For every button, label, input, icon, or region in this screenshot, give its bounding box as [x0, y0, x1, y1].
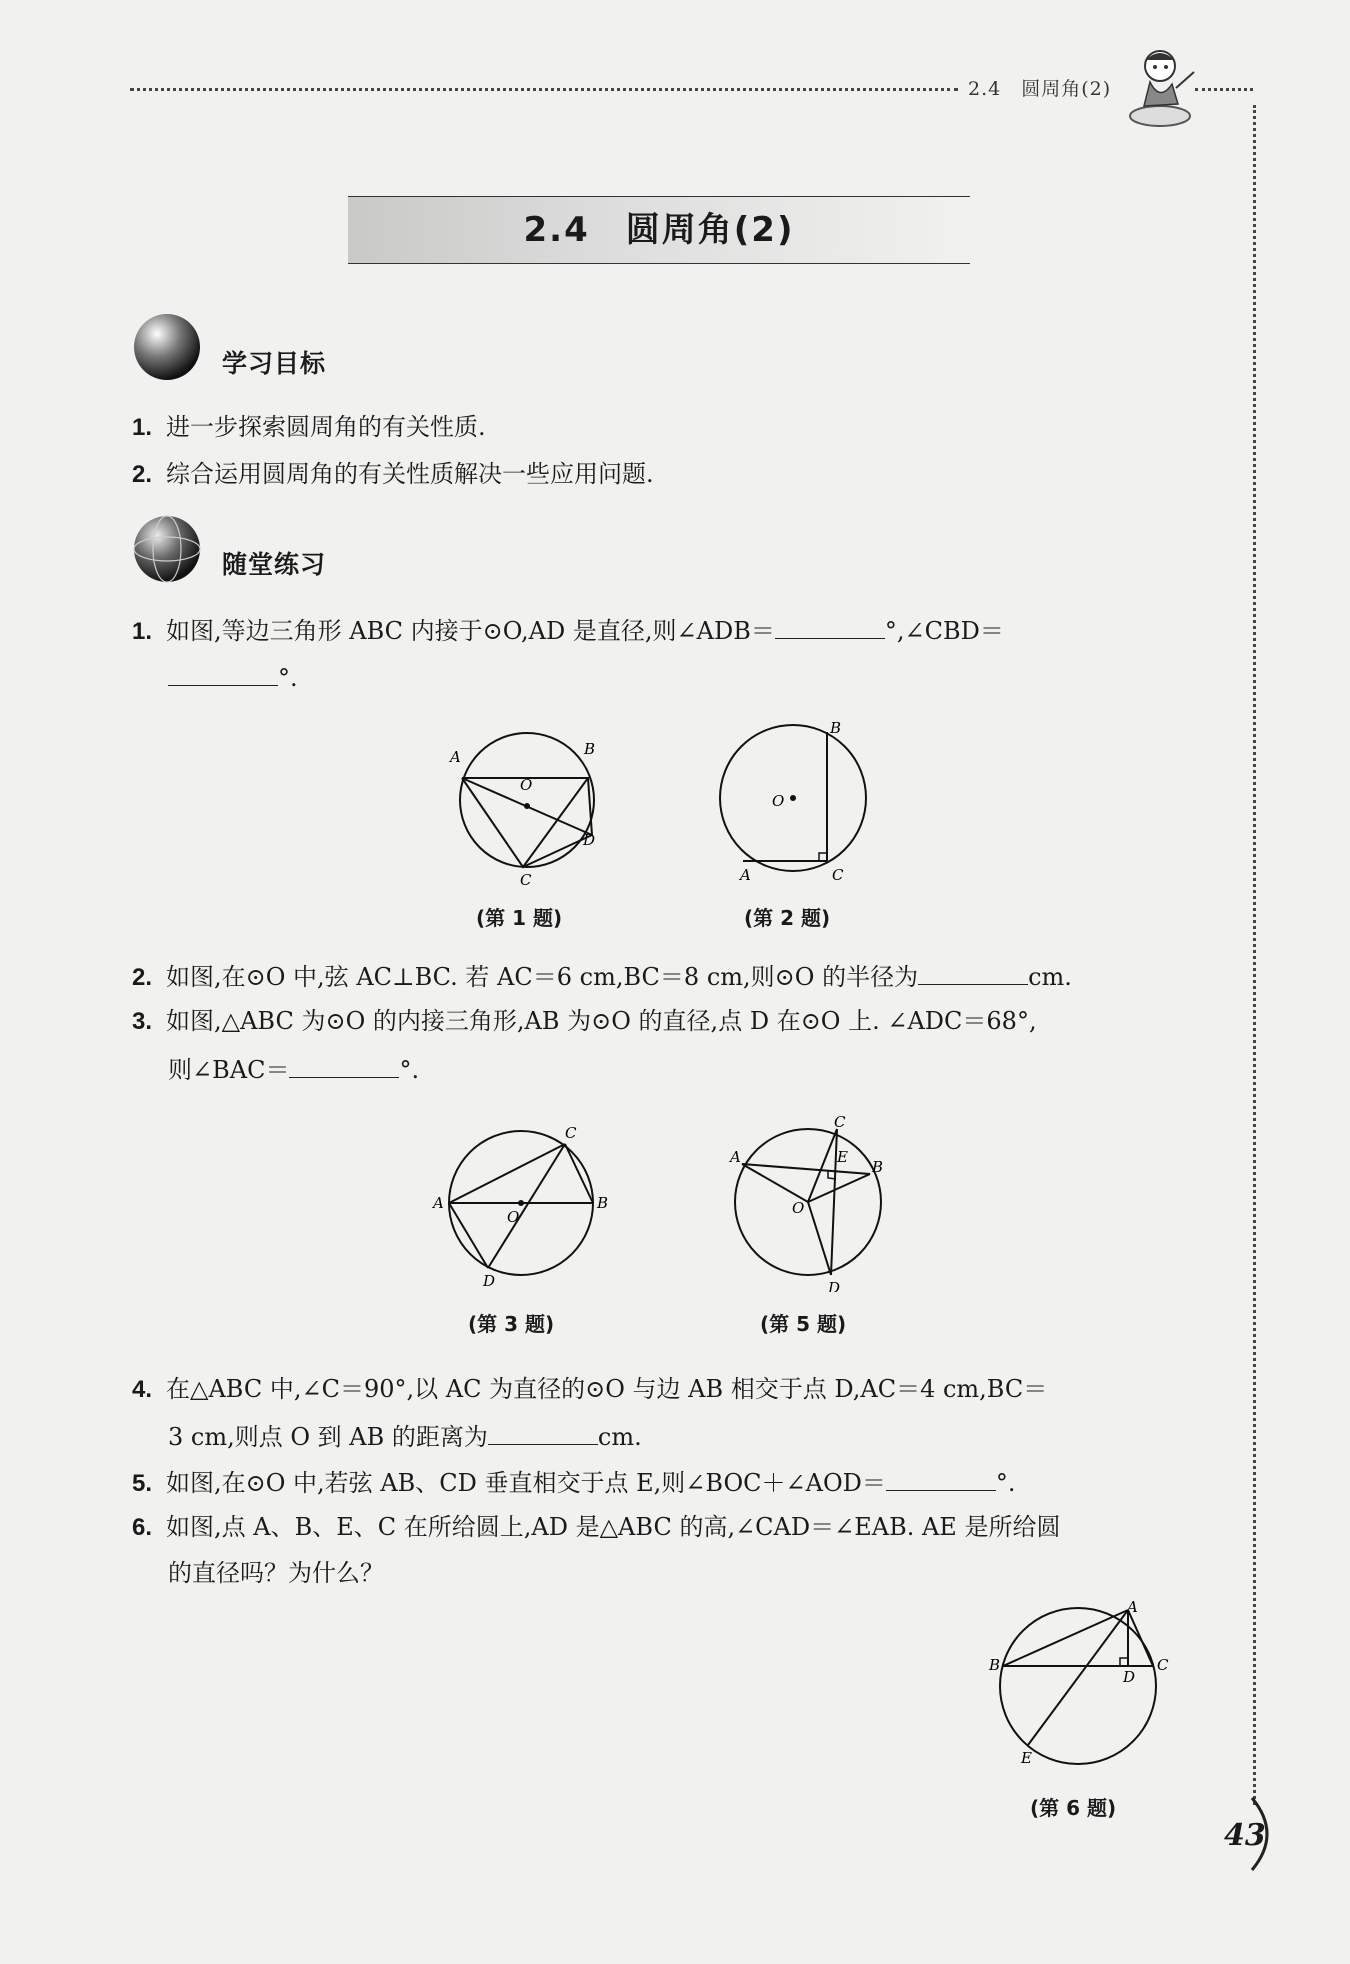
sphere-icon	[130, 312, 204, 386]
fig3-label-b: B	[597, 1194, 609, 1212]
answer-blank[interactable]	[168, 659, 278, 686]
fig2-label-a: A	[740, 866, 751, 884]
figure-3-caption: (第 3 题)	[468, 1312, 555, 1336]
question-6-cont: 的直径吗？为什么？	[168, 1559, 384, 1587]
figure-5-caption: (第 5 题)	[760, 1312, 847, 1336]
fig2-label-c: C	[832, 866, 844, 884]
question-3: 3. 如图,△ABC 为⊙O 的内接三角形,AB 为⊙O 的直径,点 D 在⊙O 上. ∠ADC＝68°,	[132, 1007, 1037, 1035]
question-5: 5. 如图,在⊙O 中,若弦 AB、CD 垂直相交于点 E,则∠BOC＋∠AOD＝ °.	[132, 1464, 1016, 1501]
header-rule-right	[1195, 88, 1253, 91]
figure-6	[985, 1600, 1175, 1780]
goal-item: 1. 进一步探索圆周角的有关性质.	[132, 413, 486, 441]
fig6-label-c: C	[1157, 1656, 1169, 1674]
goal-item: 2. 综合运用圆周角的有关性质解决一些应用问题.	[132, 460, 654, 488]
margin-rule	[1253, 105, 1256, 1805]
header-rule	[130, 88, 958, 91]
fig6-label-b: B	[989, 1656, 1001, 1674]
fig6-label-a: A	[1127, 1600, 1138, 1616]
running-title: 2.4 圆周角(2)	[968, 78, 1112, 100]
answer-blank[interactable]	[289, 1051, 399, 1078]
figure-1	[440, 728, 620, 888]
question-4: 4. 在△ABC 中,∠C＝90°,以 AC 为直径的⊙O 与边 AB 相交于点 D,AC＝4 cm,BC＝	[132, 1375, 1048, 1403]
page-number: 43	[1224, 1818, 1266, 1853]
answer-blank[interactable]	[775, 612, 885, 639]
fig3-label-o: O	[507, 1208, 520, 1226]
practice-heading: 随堂练习	[222, 550, 327, 579]
figure-5	[722, 1112, 902, 1292]
fig6-label-e: E	[1021, 1749, 1032, 1767]
figure-2	[710, 718, 880, 888]
fig1-label-a: A	[450, 748, 461, 766]
cartoon-mascot-icon	[1120, 42, 1200, 132]
globe-icon	[130, 512, 204, 586]
figure-1-caption: (第 1 题)	[476, 906, 563, 930]
answer-blank[interactable]	[886, 1464, 996, 1491]
fig5-label-c: C	[834, 1113, 846, 1131]
title-banner	[348, 196, 970, 264]
fig5-label-b: B	[872, 1158, 884, 1176]
fig5-label-d: D	[828, 1279, 841, 1292]
question-4-cont: 3 cm,则点 O 到 AB 的距离为 cm.	[168, 1418, 642, 1454]
fig3-label-d: D	[483, 1272, 496, 1290]
fig1-label-c: C	[520, 871, 532, 888]
figure-2-caption: (第 2 题)	[744, 906, 831, 930]
question-1-cont: °.	[168, 659, 298, 695]
fig5-label-e: E	[837, 1148, 848, 1166]
question-6: 6. 如图,点 A、B、E、C 在所给圆上,AD 是△ABC 的高,∠CAD＝∠EAB. AE 是所给圆	[132, 1513, 1061, 1541]
fig3-label-c: C	[565, 1124, 577, 1142]
fig1-label-b: B	[584, 740, 596, 758]
figure-6-caption: (第 6 题)	[1030, 1796, 1117, 1820]
figure-3	[425, 1118, 625, 1298]
fig2-label-o: O	[772, 792, 785, 810]
fig5-label-o: O	[792, 1199, 805, 1217]
question-1: 1. 如图,等边三角形 ABC 内接于⊙O,AD 是直径,则∠ADB＝ °,∠CBD＝	[132, 612, 1004, 649]
page-title: 2.4 圆周角(2)	[523, 210, 795, 250]
question-3-cont: 则∠BAC＝ °.	[168, 1051, 419, 1087]
fig5-label-a: A	[730, 1148, 741, 1166]
answer-blank[interactable]	[488, 1418, 598, 1445]
question-2: 2. 如图,在⊙O 中,弦 AC⊥BC. 若 AC＝6 cm,BC＝8 cm,则⊙O 的半径为 cm.	[132, 958, 1072, 995]
fig1-label-o: O	[520, 776, 533, 794]
fig2-label-b: B	[830, 719, 842, 737]
fig1-label-d: D	[583, 831, 596, 849]
fig6-label-d: D	[1123, 1668, 1136, 1686]
answer-blank[interactable]	[918, 958, 1028, 985]
goals-heading: 学习目标	[222, 349, 327, 378]
fig3-label-a: A	[433, 1194, 444, 1212]
